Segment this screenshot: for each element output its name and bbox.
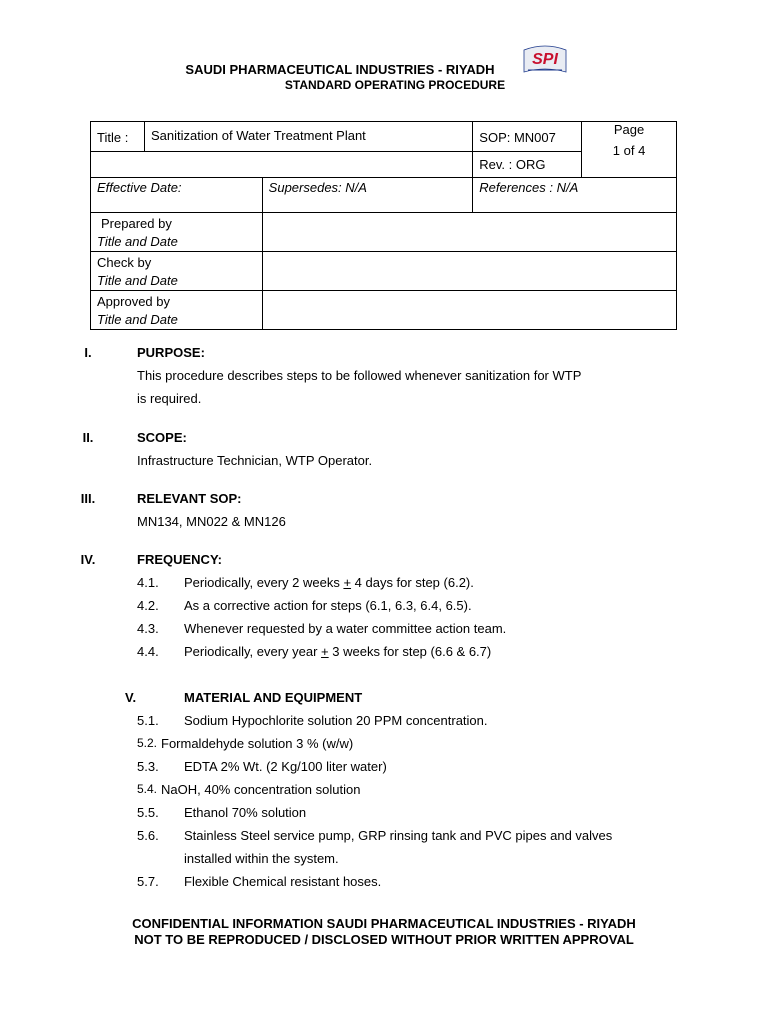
prepared-title-date: Title and Date (97, 234, 178, 249)
logo-text: SPI (532, 51, 558, 68)
material-item-text: Ethanol 70% solution (184, 805, 307, 820)
frequency-item-number: 4.4. (137, 644, 159, 659)
check-by-label: Check by (97, 255, 152, 270)
material-item-text: Formaldehyde solution 3 % (w/w) (161, 736, 354, 751)
approved-by-signature (262, 291, 676, 330)
section-number: V. (125, 690, 137, 705)
section-number: IV. (80, 552, 96, 567)
check-by-cell (91, 252, 263, 291)
material-item-number: 5.2. (137, 736, 158, 750)
footer-disclaimer: NOT TO BE REPRODUCED / DISCLOSED WITHOUT PRIOR WRITTEN APPROVAL (134, 932, 634, 947)
material-item-number: 5.7. (137, 874, 159, 889)
section-heading: MATERIAL AND EQUIPMENT (184, 690, 363, 705)
material-item-number: 5.6. (137, 828, 159, 843)
material-item-text: NaOH, 40% concentration solution (161, 782, 361, 797)
material-item-text: Sodium Hypochlorite solution 20 PPM concentration. (184, 713, 488, 728)
frequency-item-text: As a corrective action for steps (6.1, 6.3, 6.4, 6.5). (184, 598, 472, 613)
section-material-equipment (0, 686, 768, 896)
title-value: Sanitization of Water Treatment Plant (144, 122, 472, 152)
title-cell-cont (91, 152, 473, 178)
sop-number: SOP: MN007 (473, 122, 582, 152)
section-number: I. (84, 345, 92, 360)
approved-title-date: Title and Date (97, 312, 178, 327)
frequency-item-text: Periodically, every year + 3 weeks for step (6.6 & 6.7) (184, 644, 492, 659)
prepared-by-signature (262, 213, 676, 252)
page-value: 1 of 4 (612, 143, 646, 158)
spi-logo-mark (522, 44, 568, 76)
material-item-text-cont: installed within the system. (184, 851, 339, 866)
section-heading: PURPOSE: (137, 345, 205, 360)
prepared-by-label: Prepared by (101, 216, 172, 231)
check-by-signature (262, 252, 676, 291)
frequency-item-text: Whenever requested by a water committee action team. (184, 621, 507, 636)
section-heading: RELEVANT SOP: (137, 491, 242, 506)
material-item-number: 5.1. (137, 713, 159, 728)
relevant-sop-text: MN134, MN022 & MN126 (137, 514, 286, 529)
frequency-item-text: Periodically, every 2 weeks + 4 days for step (6.2). (184, 575, 474, 590)
spi-logo (522, 44, 568, 76)
approved-by-label: Approved by (97, 294, 170, 309)
title-label: Title : (91, 122, 145, 152)
material-item-text: Flexible Chemical resistant hoses. (184, 874, 382, 889)
purpose-text-line2: is required. (137, 391, 202, 406)
material-item-number: 5.4. (137, 782, 158, 796)
sop-header-table (90, 121, 677, 330)
prepared-by-cell (91, 213, 263, 252)
approved-by-cell (91, 291, 263, 330)
frequency-item-number: 4.2. (137, 598, 159, 613)
supersedes: Supersedes: N/A (262, 178, 473, 213)
section-frequency (0, 548, 768, 668)
section-heading: SCOPE: (137, 430, 187, 445)
material-item-number: 5.5. (137, 805, 159, 820)
footer-confidential: CONFIDENTIAL INFORMATION SAUDI PHARMACEUTICAL INDUSTRIES - RIYADH (132, 916, 636, 931)
purpose-text-line1: This procedure describes steps to be followed whenever sanitization for WTP (137, 368, 582, 383)
references: References : N/A (473, 178, 677, 213)
material-item-text: Stainless Steel service pump, GRP rinsing tank and PVC pipes and valves (184, 828, 613, 843)
section-number: III. (80, 491, 96, 506)
company-header: SAUDI PHARMACEUTICAL INDUSTRIES - RIYADH (185, 62, 495, 77)
material-item-number: 5.3. (137, 759, 159, 774)
page-cell (582, 122, 677, 178)
document-type: STANDARD OPERATING PROCEDURE (284, 78, 506, 92)
material-item-text: EDTA 2% Wt. (2 Kg/100 liter water) (184, 759, 387, 774)
section-number: II. (82, 430, 94, 445)
section-purpose (0, 341, 768, 411)
check-title-date: Title and Date (97, 273, 178, 288)
frequency-item-number: 4.1. (137, 575, 159, 590)
scope-text: Infrastructure Technician, WTP Operator. (137, 453, 373, 468)
page-label: Page (613, 122, 645, 137)
section-heading: FREQUENCY: (137, 552, 222, 567)
section-scope (0, 426, 768, 472)
effective-date: Effective Date: (91, 178, 263, 213)
revision: Rev. : ORG (473, 152, 582, 178)
frequency-item-number: 4.3. (137, 621, 159, 636)
section-relevant-sop (0, 487, 768, 533)
